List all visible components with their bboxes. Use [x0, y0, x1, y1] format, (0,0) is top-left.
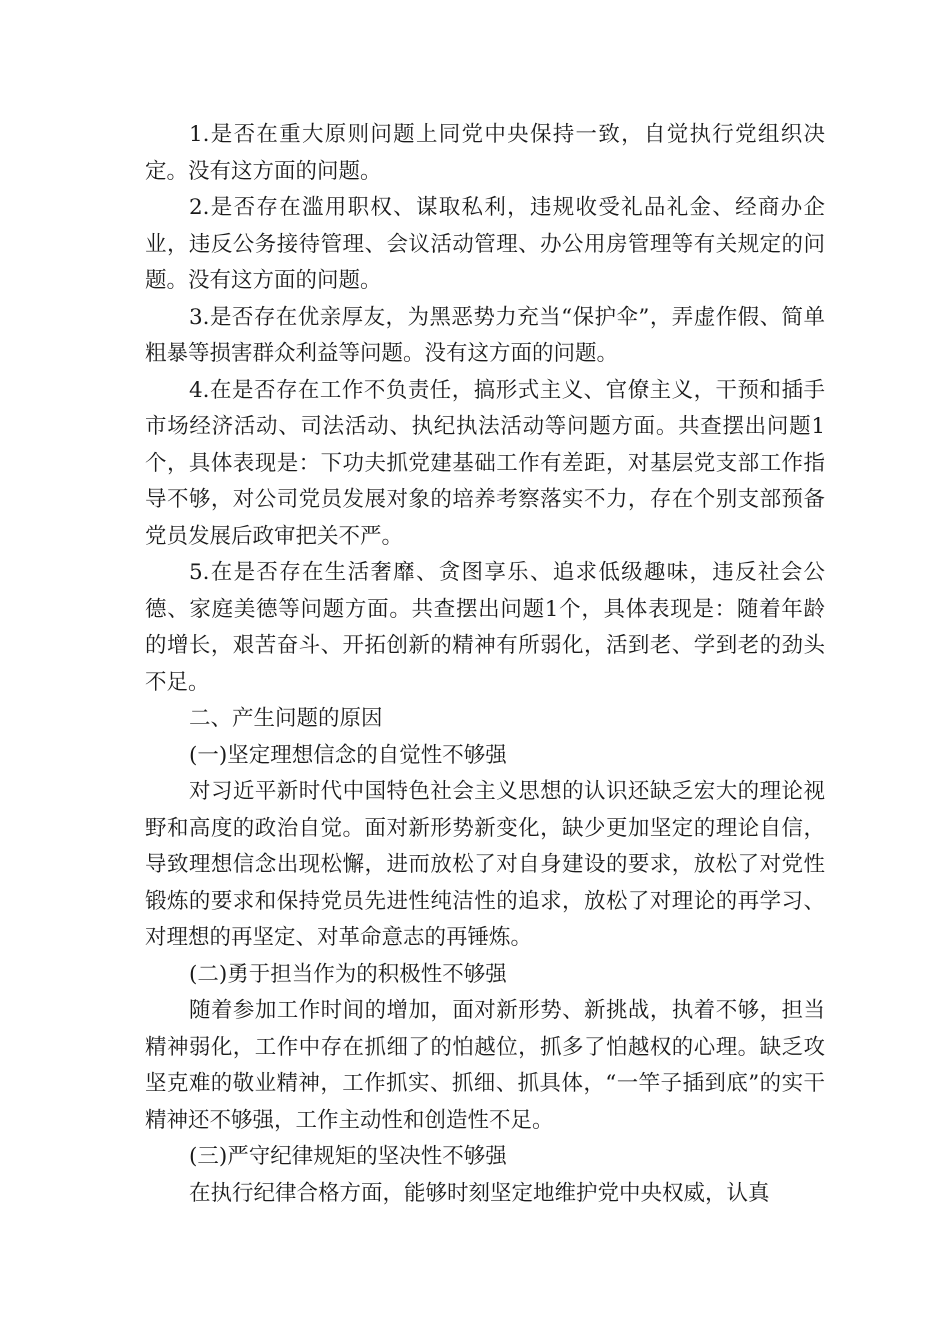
- item-4-paragraph: 4.在是否存在工作不负责任，搞形式主义、官僚主义，干预和插手市场经济活动、司法活动、执纪执法活动等问题方面。共查摆出问题1个，具体表现是：下功夫抓党建基础工作有差距，对基层党支部工作指导不够，对公司党员发展对象的培养考察落实不力，存在个别支部预备党员发展后政审把关不严。: [145, 377, 825, 549]
- section-heading-causes: 二、产生问题的原因: [189, 706, 383, 731]
- item-5-paragraph: 5.在是否存在生活奢靡、贪图享乐、追求低级趣味，违反社会公德、家庭美德等问题方面。共查摆出问题1个，具体表现是：随着年龄的增长，艰苦奋斗、开拓创新的精神有所弱化，活到老、学到老的劲头不足。: [145, 560, 825, 695]
- subheading-3: (三)严守纪律规矩的坚决性不够强: [189, 1144, 507, 1169]
- subheading-2: (二)勇于担当作为的积极性不够强: [189, 961, 507, 987]
- item-1-paragraph: 1.是否在重大原则问题上同党中央保持一致，自觉执行党组织决定。没有这方面的问题。: [145, 122, 825, 184]
- body-paragraph-3: 在执行纪律合格方面，能够时刻坚定地维护党中央权威，认真: [189, 1180, 770, 1206]
- item-2-paragraph: 2.是否存在滥用职权、谋取私利，违规收受礼品礼金、经商办企业，违反公务接待管理、会议活动管理、办公用房管理等有关规定的问题。没有这方面的问题。: [145, 195, 825, 293]
- body-paragraph-1: 对习近平新时代中国特色社会主义思想的认识还缺乏宏大的理论视野和高度的政治自觉。面对新形势新变化，缺少更加坚定的理论自信，导致理想信念出现松懈，进而放松了对自身建设的要求，放松了对党性锻炼的要求和保持党员先进性纯洁性的追求，放松了对理论的再学习、对理想的再坚定、对革命意志的再锤炼。: [145, 779, 825, 950]
- subheading-1: (一)坚定理想信念的自觉性不够强: [189, 742, 507, 768]
- document-page: [145, 117, 825, 1212]
- body-paragraph-2: 随着参加工作时间的增加，面对新形势、新挑战，执着不够，担当精神弱化，工作中存在抓细了的怕越位，抓多了怕越权的心理。缺乏攻坚克难的敬业精神，工作抓实、抓细、抓具体，“一竿子插到底”的实干精神还不够强，工作主动性和创造性不足。: [145, 998, 825, 1133]
- item-3-paragraph: 3.是否存在优亲厚友，为黑恶势力充当“保护伞”，弄虚作假、简单粗暴等损害群众利益等问题。没有这方面的问题。: [145, 304, 825, 366]
